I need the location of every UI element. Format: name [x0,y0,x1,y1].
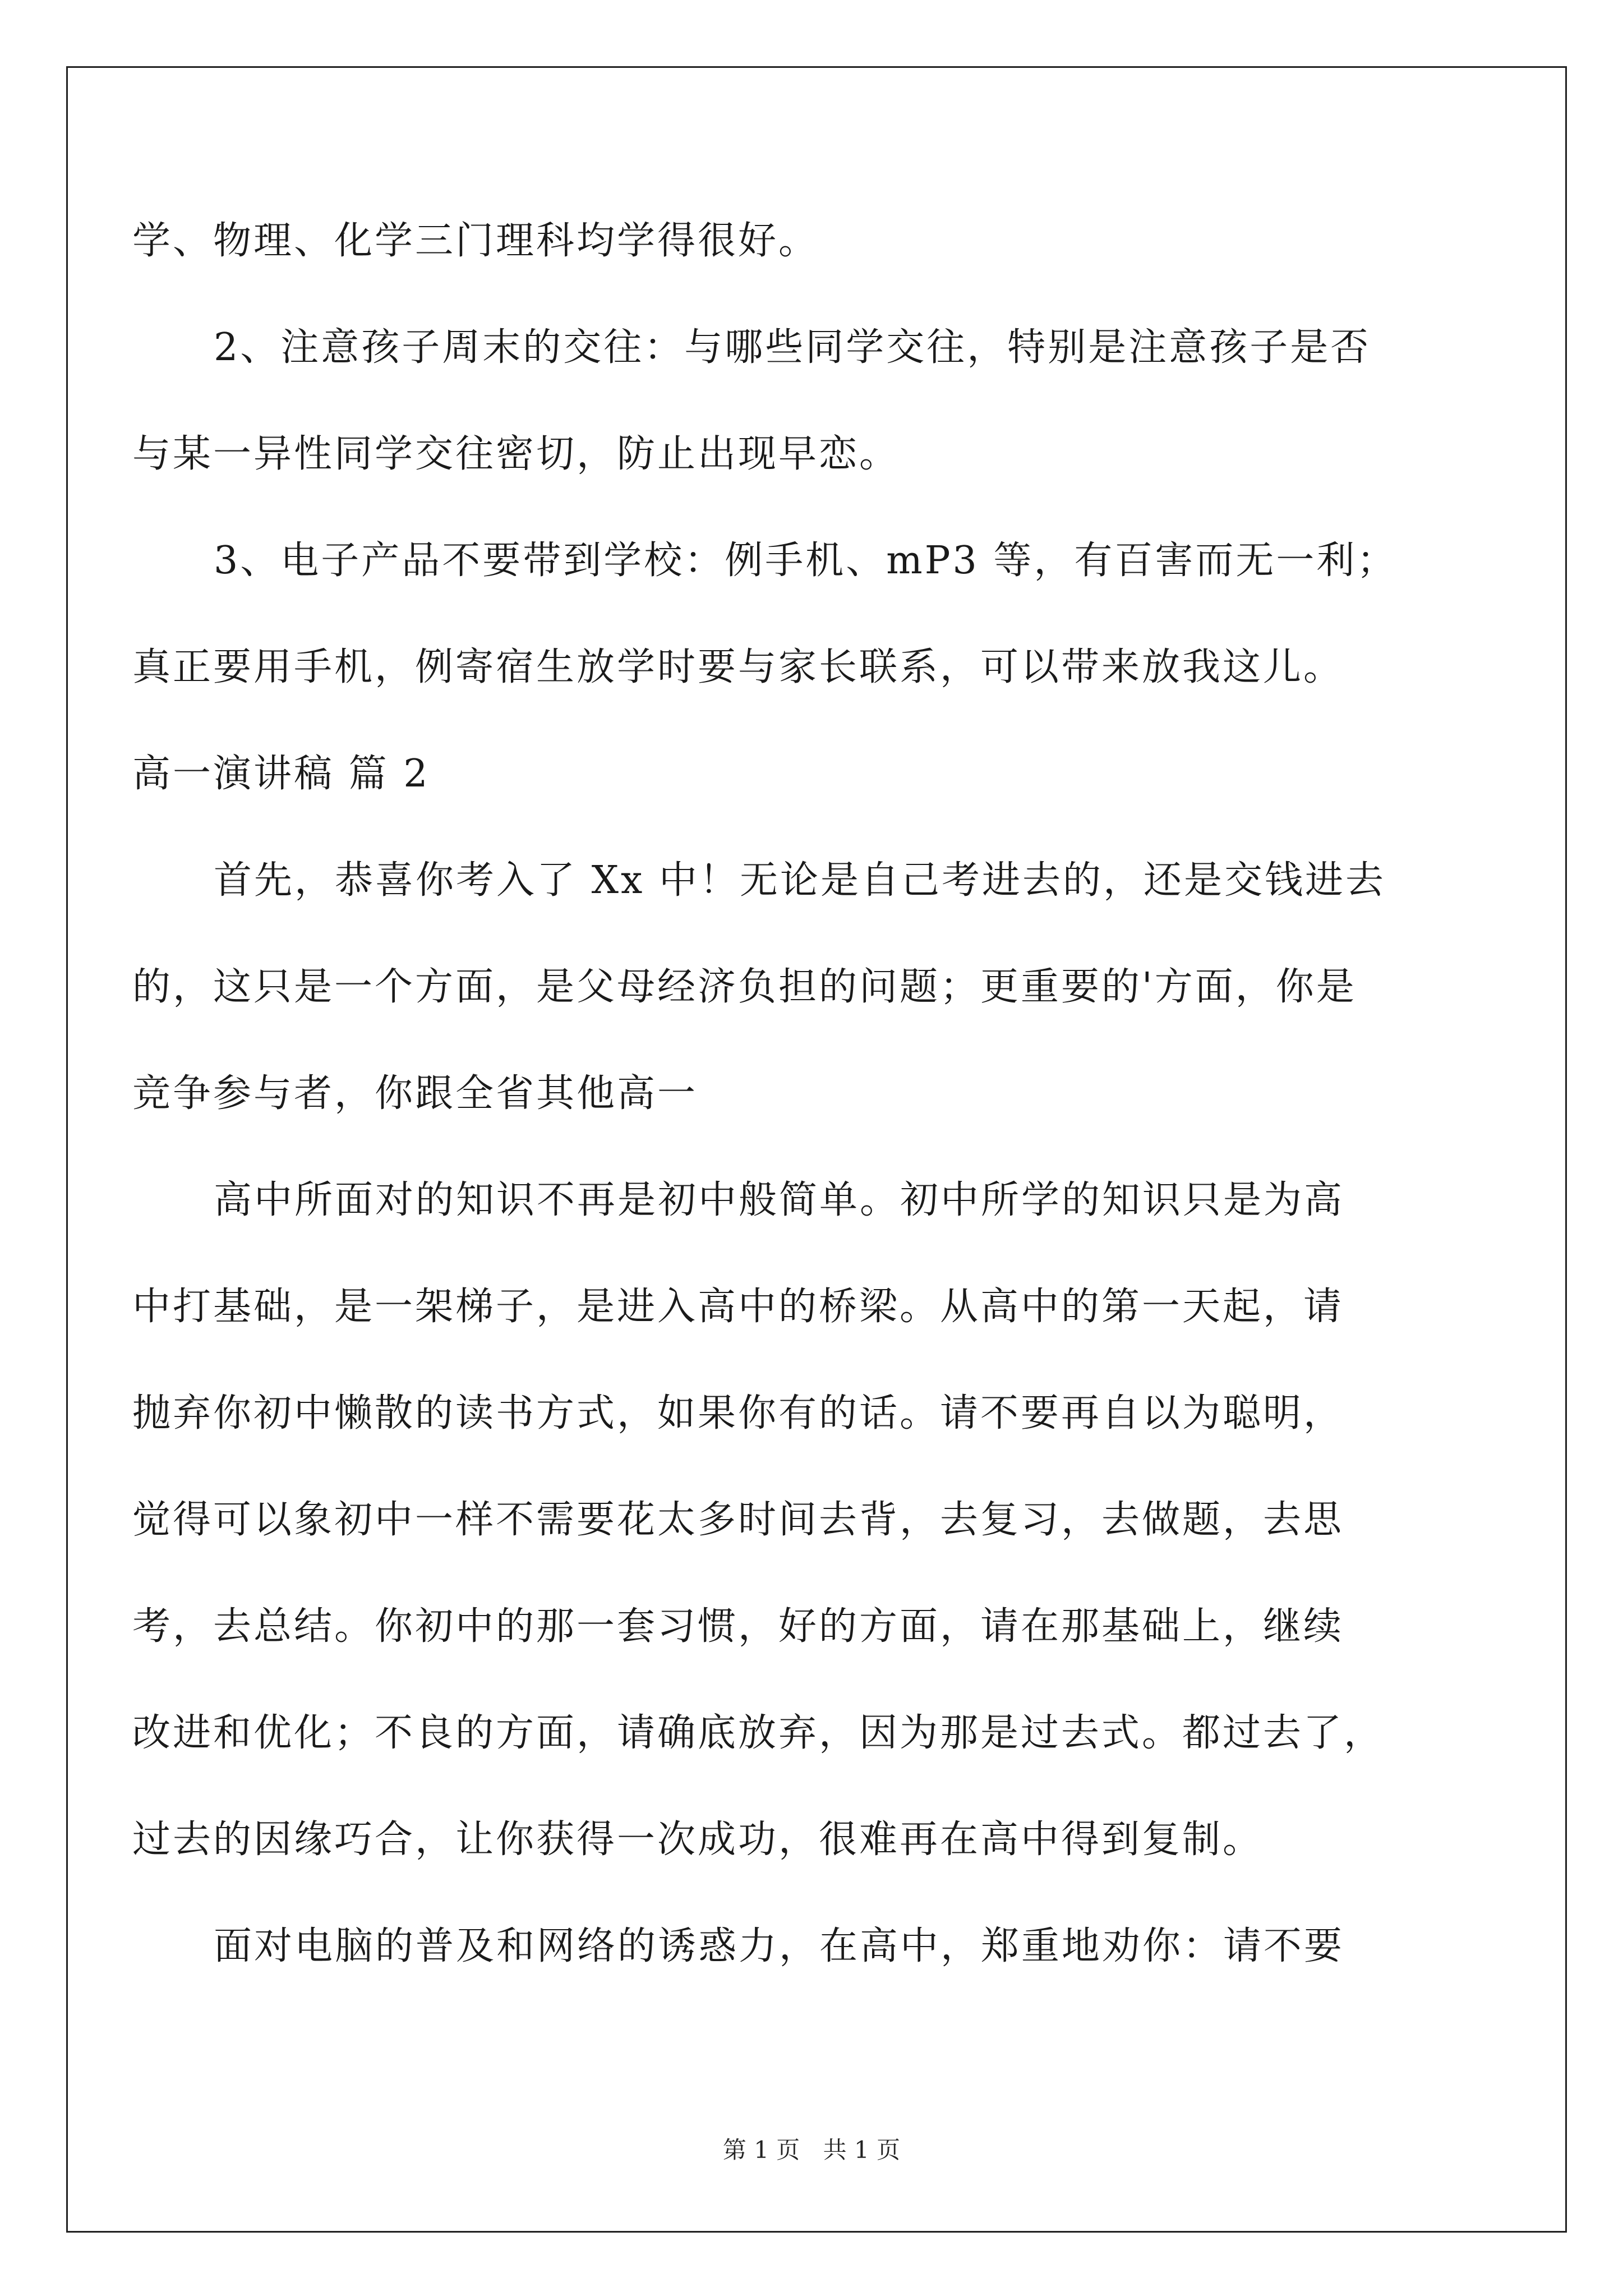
text-line: 3、电子产品不要带到学校：例手机、mP3 等，有百害而无一利； [214,539,1398,583]
text-line: 考，去总结。你初中的那一套习惯，好的方面，请在那基础上，继续 [132,1604,1344,1649]
text-line: 抛弃你初中懒散的读书方式，如果你有的话。请不要再自以为聪明， [132,1391,1344,1435]
text-line: 真正要用手机，例寄宿生放学时要与家长联系，可以带来放我这儿。 [132,645,1344,689]
text-line: 竞争参与者，你跟全省其他高一 [132,1071,698,1116]
text-line: 高中所面对的知识不再是初中般简单。初中所学的知识只是为高 [214,1178,1345,1222]
section-heading: 高一演讲稿 篇 2 [132,752,430,796]
text-line: 面对电脑的普及和网络的诱惑力，在高中，郑重地劝你：请不要 [214,1924,1345,1968]
page-total: 共 1 页 [823,2136,901,2164]
text-line: 的，这只是一个方面，是父母经济负担的问题；更重要的'方面，你是 [132,965,1357,1009]
text-line: 首先，恭喜你考入了 Xx 中！无论是自己考进去的，还是交钱进去 [214,858,1386,903]
page-number: 第 1 页 [722,2136,800,2164]
text-line: 与某一异性同学交往密切，防止出现早恋。 [132,432,900,476]
page-footer [0,2136,1623,2164]
text-line: 过去的因缘巧合，让你获得一次成功，很难再在高中得到复制。 [132,1818,1264,1862]
text-line: 改进和优化；不良的方面，请确底放弃，因为那是过去式。都过去了， [132,1711,1385,1755]
text-line: 学、物理、化学三门理科均学得很好。 [132,219,819,263]
text-line: 觉得可以象初中一样不需要花太多时间去背，去复习，去做题，去思 [132,1498,1344,1542]
text-line: 中打基础，是一架梯子，是进入高中的桥梁。从高中的第一天起，请 [132,1285,1344,1329]
page-frame [66,66,1567,2233]
text-line: 2、注意孩子周末的交往：与哪些同学交往，特别是注意孩子是否 [214,325,1371,370]
